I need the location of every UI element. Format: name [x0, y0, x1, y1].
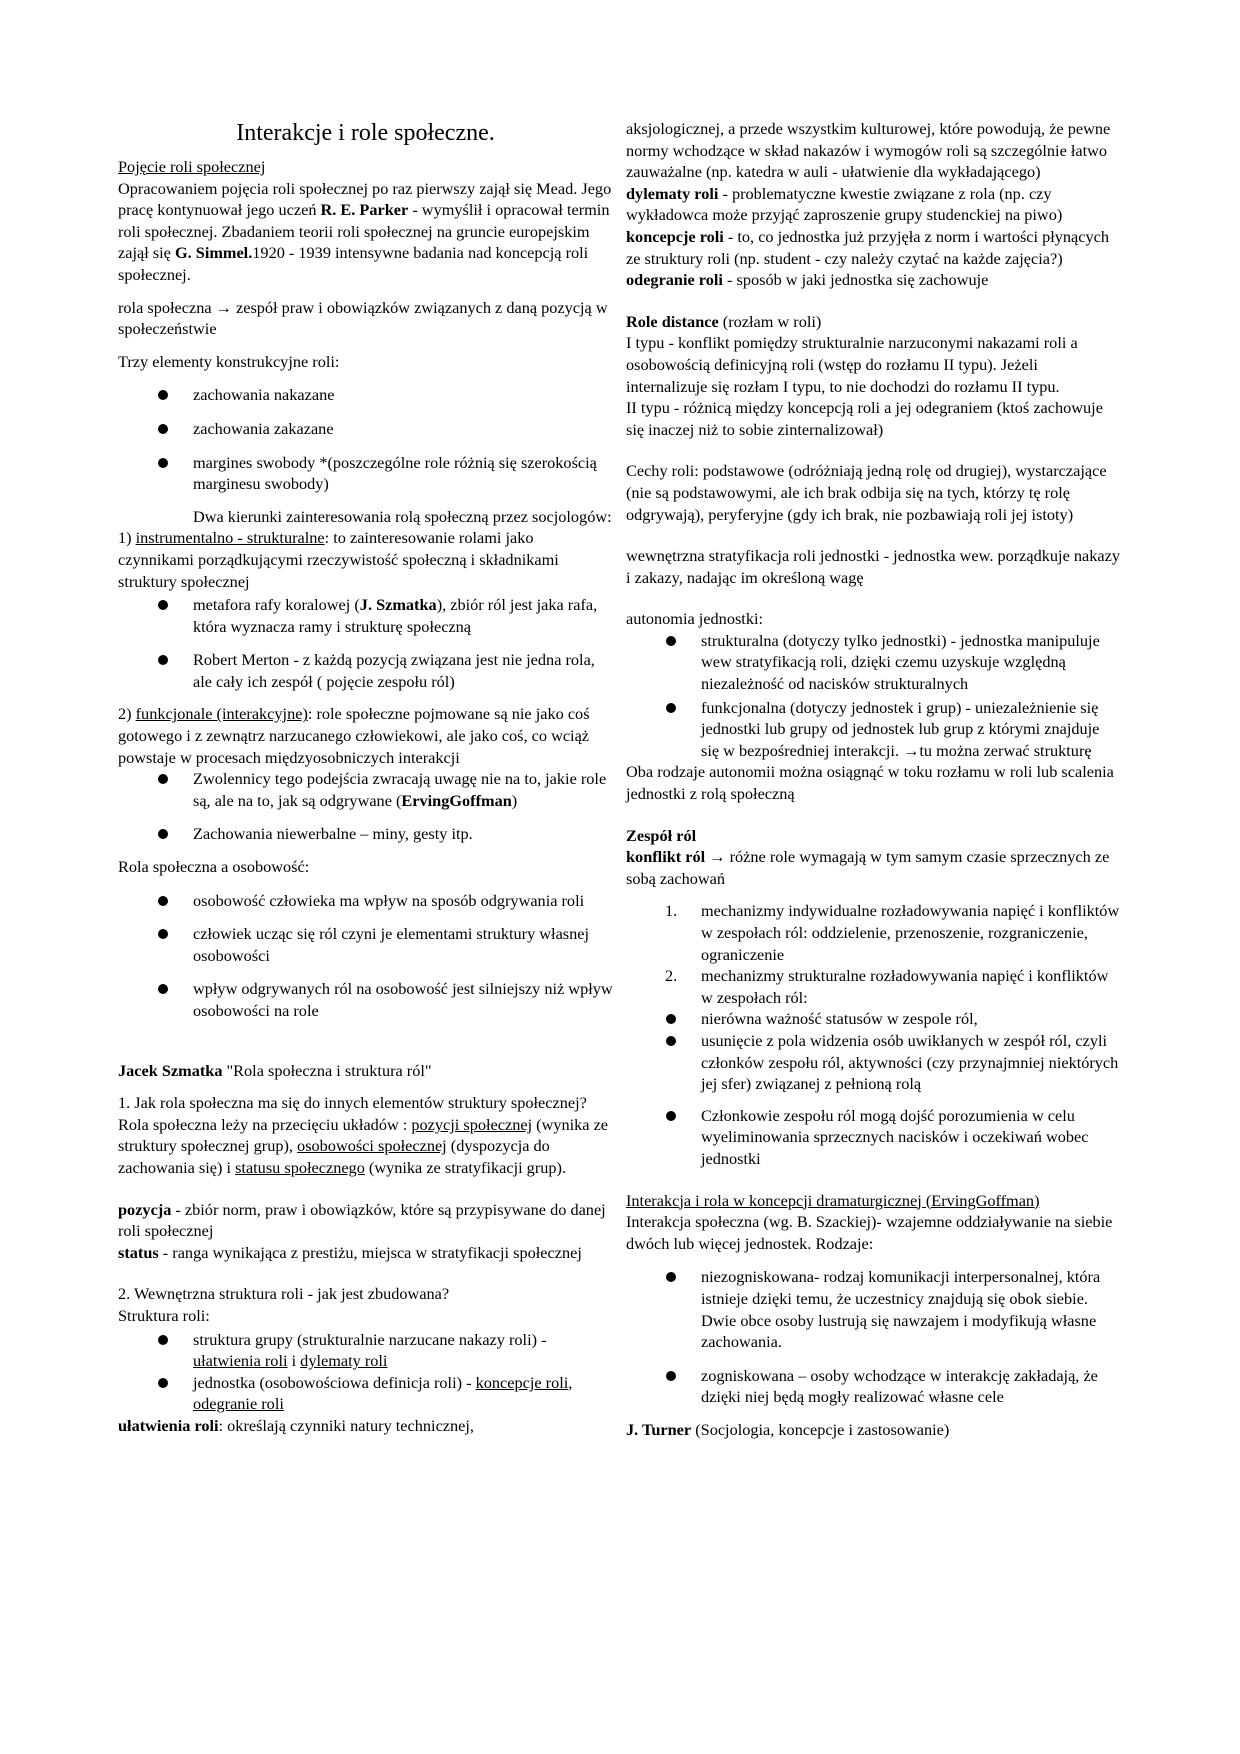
question-1: 1. Jak rola społeczna ma się do innych elementów struktury społecznej? — [118, 1093, 587, 1113]
list-item: Zwolennicy tego podejścia zwracają uwagę nie na to, jakie role są, ale na to, jak są odgrywane (ErvingGoffman) — [118, 768, 613, 811]
autonomy-list — [626, 630, 1121, 762]
list-item: 2. mechanizmy strukturalne rozładowywania napięć i konfliktów w zespołach ról: — [665, 966, 1109, 1007]
role-set-heading: Zespół ról — [626, 825, 697, 845]
role-structure-label: Struktura roli: — [118, 1305, 210, 1325]
list-item: metafora rafy koralowej (J. Szmatka), zbiór ról jest jaka rafa, która wyznacza ramy i strukturę społeczną — [118, 594, 613, 637]
role-features: Cechy roli: podstawowe (odróżniają jedną rolę od drugiej), wystarczające (nie są podstawowymi, ale ich brak odbija się na tych, którzy tę rolę odgrywają), peryferyjne (gdy ich brak, nie pozbawiają roli jej istoty) — [626, 461, 1107, 524]
turner-reference: J. Turner (Socjologia, koncepcje i zastosowanie) — [626, 1419, 950, 1439]
internal-stratification: wewnętrzna stratyfikacja roli jednostki - jednostka wew. porządkuje nakazy i zakazy, nadając im określoną wagę — [626, 546, 1120, 587]
direction-2-list — [118, 768, 613, 845]
interaction-definition: Interakcja społeczna (wg. B. Szackiej)- wzajemne oddziaływanie na siebie dwóch lub więcej jednostek. Rodzaje: — [626, 1212, 1113, 1253]
question-1-answer: Rola społeczna leży na przecięciu układów : pozycji społecznej (wynika ze struktury społecznej grup), osobowości społecznej (dyspozycja do zachowania się) i statusu społecznego (wynika ze stratyfikacji grup). — [118, 1114, 609, 1177]
directions-intro: Dwa kierunki zainteresowania rolą społeczną przez socjologów: — [193, 506, 612, 526]
right-column — [626, 118, 1121, 1440]
list-item: wpływ odgrywanych ról na osobowość jest silniejszy niż wpływ osobowości na role — [118, 978, 613, 1021]
list-item: usunięcie z pola widzenia osób uwikłanych w zespół ról, czyli członków zespołu ról, aktywności (czy przynajmniej niektórych jej sfer) związanej z pełnioną rolą — [626, 1030, 1121, 1095]
elements-intro: Trzy elementy konstrukcyjne roli: — [118, 351, 340, 371]
ulatwienia-definition: ułatwienia roli: określają czynniki natury technicznej, — [118, 1415, 474, 1435]
koncepcje-definition: koncepcje roli - to, co jednostka już przyjęła z norm i wartości płynących ze struktury roli (np. student - czy należy czytać na każde zajęcia?) — [626, 226, 1110, 268]
list-item: zachowania nakazane — [118, 384, 613, 406]
direction-2: 2) funkcjonale (interakcyjne): role społeczne pojmowane są nie jako coś gotowego i z zewnątrz narzucanego człowiekowi, ale jako coś, co wciąż powstaje w procesach międzyosobniczych interakcji — [118, 704, 590, 767]
list-item: Zachowania niewerbalne – miny, gesty itp. — [118, 823, 613, 845]
list-item: struktura grupy (strukturalnie narzucane nakazy roli) - ułatwienia roli i dylematy roli — [118, 1329, 613, 1372]
role-distance-type-2: II typu - różnicą między koncepcją roli a jej odegraniem (ktoś zachowuje się inaczej niż to sobie zinternalizował) — [626, 398, 1103, 439]
list-item: Członkowie zespołu ról mogą dojść porozumienia w celu wyeliminowania sprzecznych nacisków i oczekiwań wobec jednostki — [626, 1105, 1121, 1170]
dylematy-definition: dylematy roli - problematyczne kwestie związane z rola (np. czy wykładowca może przyjąć zaproszenie grupy studenckiej na piwo) — [626, 183, 1063, 225]
personality-intro: Rola społeczna a osobowość: — [118, 857, 310, 877]
role-structure-list — [118, 1329, 613, 1415]
role-distance-heading: Role distance (rozłam w roli) — [626, 311, 822, 331]
odegranie-definition: odegranie roli - sposób w jaki jednostka się zachowuje — [626, 270, 989, 290]
list-item: niezogniskowana- rodzaj komunikacji interpersonalnej, która istnieje dzięki temu, że uczestnicy znajdują się obok siebie. Dwie obce osoby lustrują się nawzajem i modyfikują własne zachowania. — [626, 1266, 1121, 1352]
role-definition: rola społeczna → zespół praw i obowiązków związanych z daną pozycją w społeczeństwie — [118, 297, 608, 339]
goffman-heading: Interakcja i rola w koncepcji dramaturgicznej (ErvingGoffman) — [626, 1190, 1040, 1210]
list-item: 1. mechanizmy indywidualne rozładowywania napięć i konfliktów w zespołach ról: oddzielenie, przenoszenie, rozgraniczenie, ograniczenie — [665, 901, 1120, 964]
structural-mechanisms-list — [626, 1008, 1121, 1169]
status-definition: status - ranga wynikająca z prestiżu, miejsca w stratyfikacji społecznej — [118, 1242, 582, 1262]
autonomy-outro: Oba rodzaje autonomii można osiągnąć w toku rozłamu w roli lub scalenia jednostki z rolą społeczną — [626, 762, 1114, 804]
list-item: zogniskowana – osoby wchodzące w interakcję zakładają, że dzięki niej będą mogły realizować własne cele — [626, 1365, 1121, 1408]
role-conflict-definition: konflikt ról → różne role wymagają w tym samym czasie sprzecznych ze sobą zachowań — [626, 847, 1110, 888]
personality-list — [118, 890, 613, 1022]
list-item: funkcjonalna (dotyczy jednostek i grup) - uniezależnienie się jednostki lub grupy od jednostek lub grup z którymi znajduje się w bezpośredniej interakcji. →tu można zerwać strukturę — [626, 697, 1121, 762]
mechanisms-list — [626, 900, 1121, 1008]
direction-1: 1) instrumentalno - strukturalne: to zainteresowanie rolami jako czynnikami porządkującymi rzeczywistość społeczną i składnikami struktury społecznej — [118, 528, 559, 591]
list-item: strukturalna (dotyczy tylko jednostki) - jednostka manipuluje wew stratyfikacją roli, dzięki czemu uzyskuje względną niezależność od nacisków strukturalnych — [626, 630, 1121, 695]
list-item: jednostka (osobowościowa definicja roli) - koncepcje roli, odegranie roli — [118, 1372, 613, 1415]
elements-list — [118, 384, 613, 494]
ulatwienia-continuation: aksjologicznej, a przede wszystkim kulturowej, które powodują, że pewne normy wchodzące w skład nakazów i wymogów roli są szczególnie łatwo zauważalne (np. katedra w auli - ułatwienie dla wykładającego) — [626, 119, 1111, 182]
section-heading-role-concept: Pojęcie roli społecznej — [118, 157, 266, 176]
interaction-types-list — [626, 1266, 1121, 1408]
szmatka-heading: Jacek Szmatka "Rola społeczna i struktura ról" — [118, 1060, 432, 1080]
paragraph-role-history: Opracowaniem pojęcia roli społecznej po raz pierwszy zajął się Mead. Jego pracę kontynuował jego uczeń R. E. Parker - wymyślił i opracował termin roli społecznej. Zbadaniem teorii roli społecznej na gruncie europejskim zajął się G. Simmel.1920 - 1939 intensywne badania nad koncepcją roli społecznej. — [118, 178, 612, 284]
pozycja-definition: pozycja - zbiór norm, praw i obowiązków, które są przypisywane do danej roli społecznej — [118, 1199, 606, 1241]
list-item: człowiek ucząc się ról czyni je elementami struktury własnej osobowości — [118, 923, 613, 966]
question-2: 2. Wewnętrzna struktura roli - jak jest zbudowana? — [118, 1284, 450, 1304]
list-item: margines swobody *(poszczególne role różnią się szerokością marginesu swobody) — [118, 452, 613, 495]
page-title: Interakcje i role społeczne. — [236, 120, 495, 146]
list-item: Robert Merton - z każdą pozycją związana jest nie jedna rola, ale cały ich zespół ( pojęcie zespołu ról) — [118, 649, 613, 692]
direction-1-list — [118, 594, 613, 692]
left-column — [118, 118, 613, 1437]
role-distance-type-1: I typu - konflikt pomiędzy strukturalnie narzuconymi nakazami roli a osobowością definicyjną roli (wstęp do rozłamu II typu). Jeżeli internalizuje się rozłam I typu, to nie dochodzi do rozłamu II typu. — [626, 333, 1078, 396]
list-item: zachowania zakazane — [118, 418, 613, 440]
list-item: osobowość człowieka ma wpływ na sposób odgrywania roli — [118, 890, 613, 912]
autonomy-intro: autonomia jednostki: — [626, 609, 764, 629]
list-item: nierówna ważność statusów w zespole ról, — [626, 1008, 1121, 1030]
